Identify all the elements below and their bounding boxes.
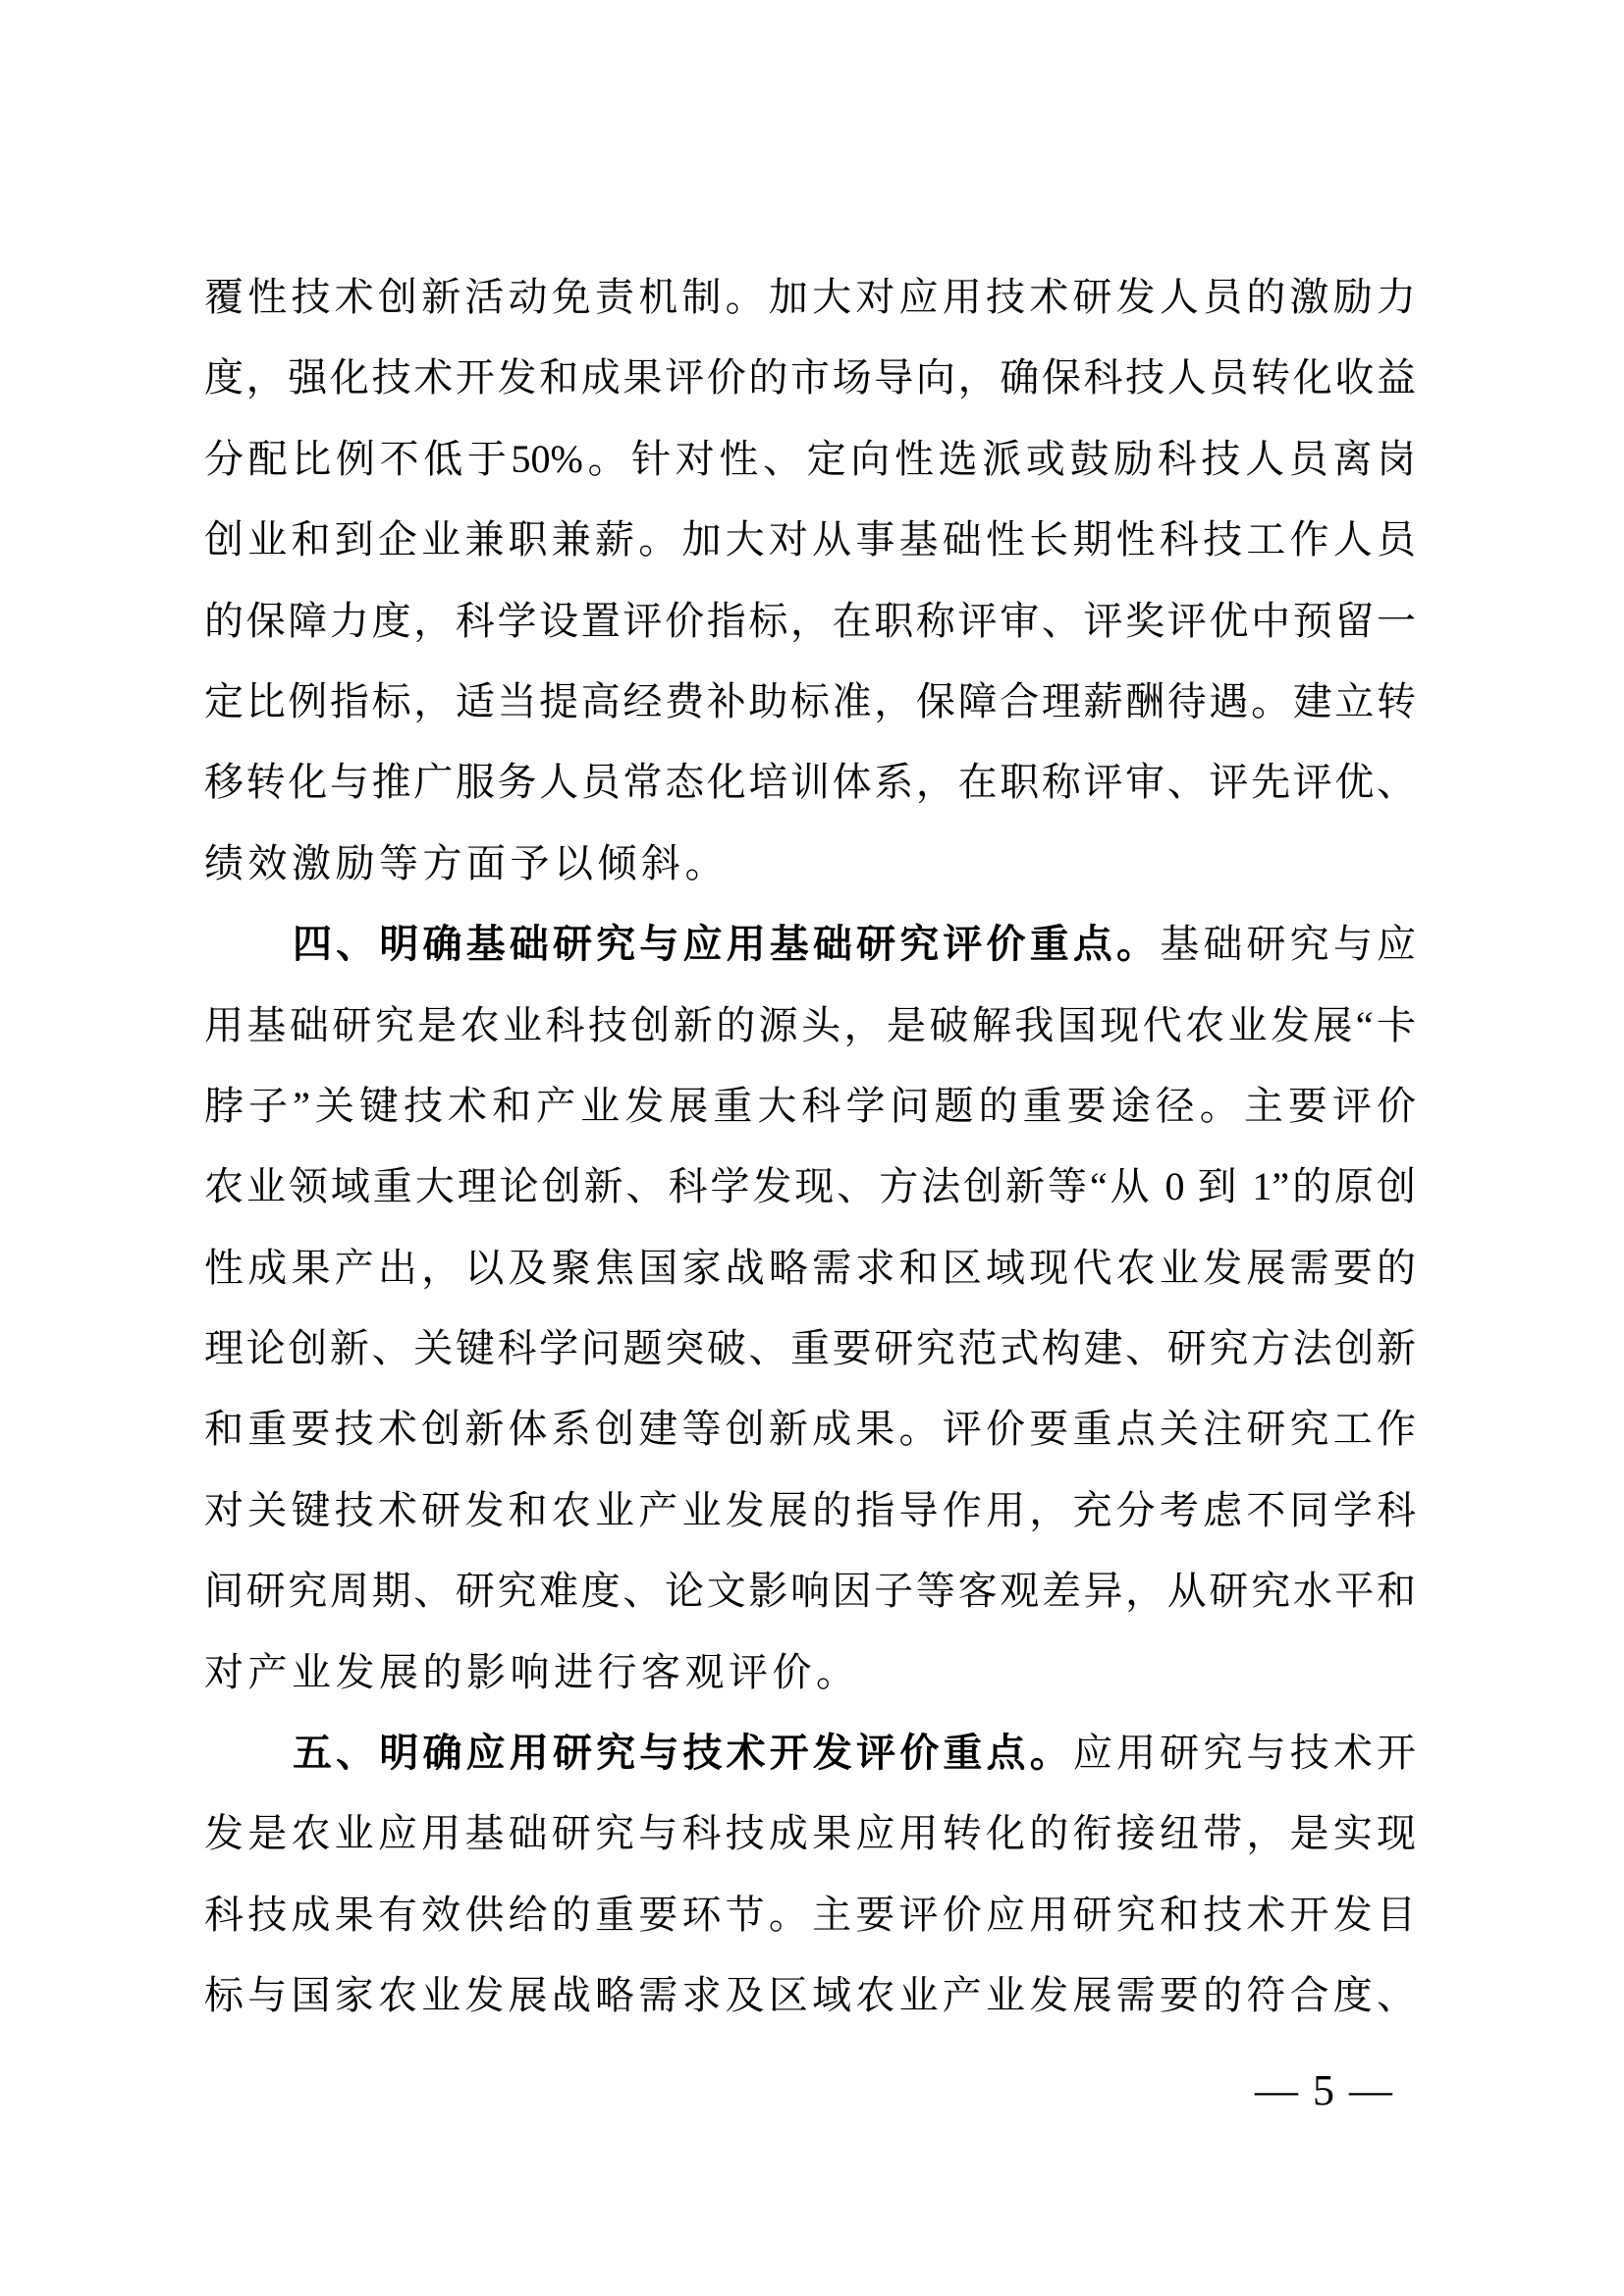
body-line: 科技成果有效供给的重要环节。主要评价应用研究和技术开发目 bbox=[204, 1892, 1416, 1937]
section-heading-bold: 五、明确应用研究与技术开发评价重点。 bbox=[293, 1732, 1073, 1776]
body-line: 和重要技术创新体系创建等创新成果。评价要重点关注研究工作 bbox=[204, 1407, 1416, 1452]
page-number: — 5 — bbox=[1255, 2066, 1394, 2114]
body-line: 间研究周期、研究难度、论文影响因子等客观差异，从研究水平和 bbox=[204, 1569, 1416, 1614]
body-line: 对关键技术研发和农业产业发展的指导作用，充分考虑不同学科 bbox=[204, 1487, 1416, 1532]
body-line: 定比例指标，适当提高经费补助标准，保障合理薪酬待遇。建立转 bbox=[204, 678, 1416, 723]
body-text bbox=[204, 257, 1416, 2037]
body-line: 度，强化技术开发和成果评价的市场导向，确保科技人员转化收益 bbox=[204, 355, 1416, 400]
body-line: 发是农业应用基础研究与科技成果应用转化的衔接纽带，是实现 bbox=[204, 1811, 1416, 1856]
body-line: 标与国家农业发展战略需求及区域农业产业发展需要的符合度、 bbox=[204, 1973, 1416, 2018]
section-heading-rest: 应用研究与技术开 bbox=[1072, 1731, 1417, 1776]
body-line: 性成果产出，以及聚焦国家战略需求和区域现代农业发展需要的 bbox=[204, 1245, 1416, 1290]
body-line: 创业和到企业兼职兼薪。加大对从事基础性长期性科技工作人员 bbox=[204, 517, 1416, 562]
body-line: 理论创新、关键科学问题突破、重要研究范式构建、研究方法创新 bbox=[204, 1326, 1416, 1371]
section-heading-line-4 bbox=[204, 904, 1416, 985]
section-heading-line-5 bbox=[204, 1713, 1416, 1793]
paragraph-end-line: 绩效激励等方面予以倾斜。 bbox=[204, 840, 729, 885]
body-line: 分配比例不低于50%。针对性、定向性选派或鼓励科技人员离岗 bbox=[204, 436, 1416, 481]
body-line: 农业领域重大理论创新、科学发现、方法创新等“从 0 到 1”的原创 bbox=[204, 1164, 1416, 1209]
body-line: 用基础研究是农业科技创新的源头，是破解我国现代农业发展“卡 bbox=[204, 1002, 1416, 1047]
section-heading-rest: 基础研究与应 bbox=[1160, 922, 1417, 967]
body-line: 脖子”关键技术和产业发展重大科学问题的重要途径。主要评价 bbox=[204, 1083, 1416, 1128]
body-line: 覆性技术创新活动免责机制。加大对应用技术研发人员的激励力 bbox=[204, 275, 1416, 319]
body-line: 的保障力度，科学设置评价指标，在职称评审、评奖评优中预留一 bbox=[204, 598, 1416, 643]
body-line: 移转化与推广服务人员常态化培训体系，在职称评审、评先评优、 bbox=[204, 760, 1416, 805]
section-heading-bold: 四、明确基础研究与应用基础研究评价重点。 bbox=[293, 923, 1161, 967]
paragraph-end-line: 对产业发展的影响进行客观评价。 bbox=[204, 1649, 860, 1694]
